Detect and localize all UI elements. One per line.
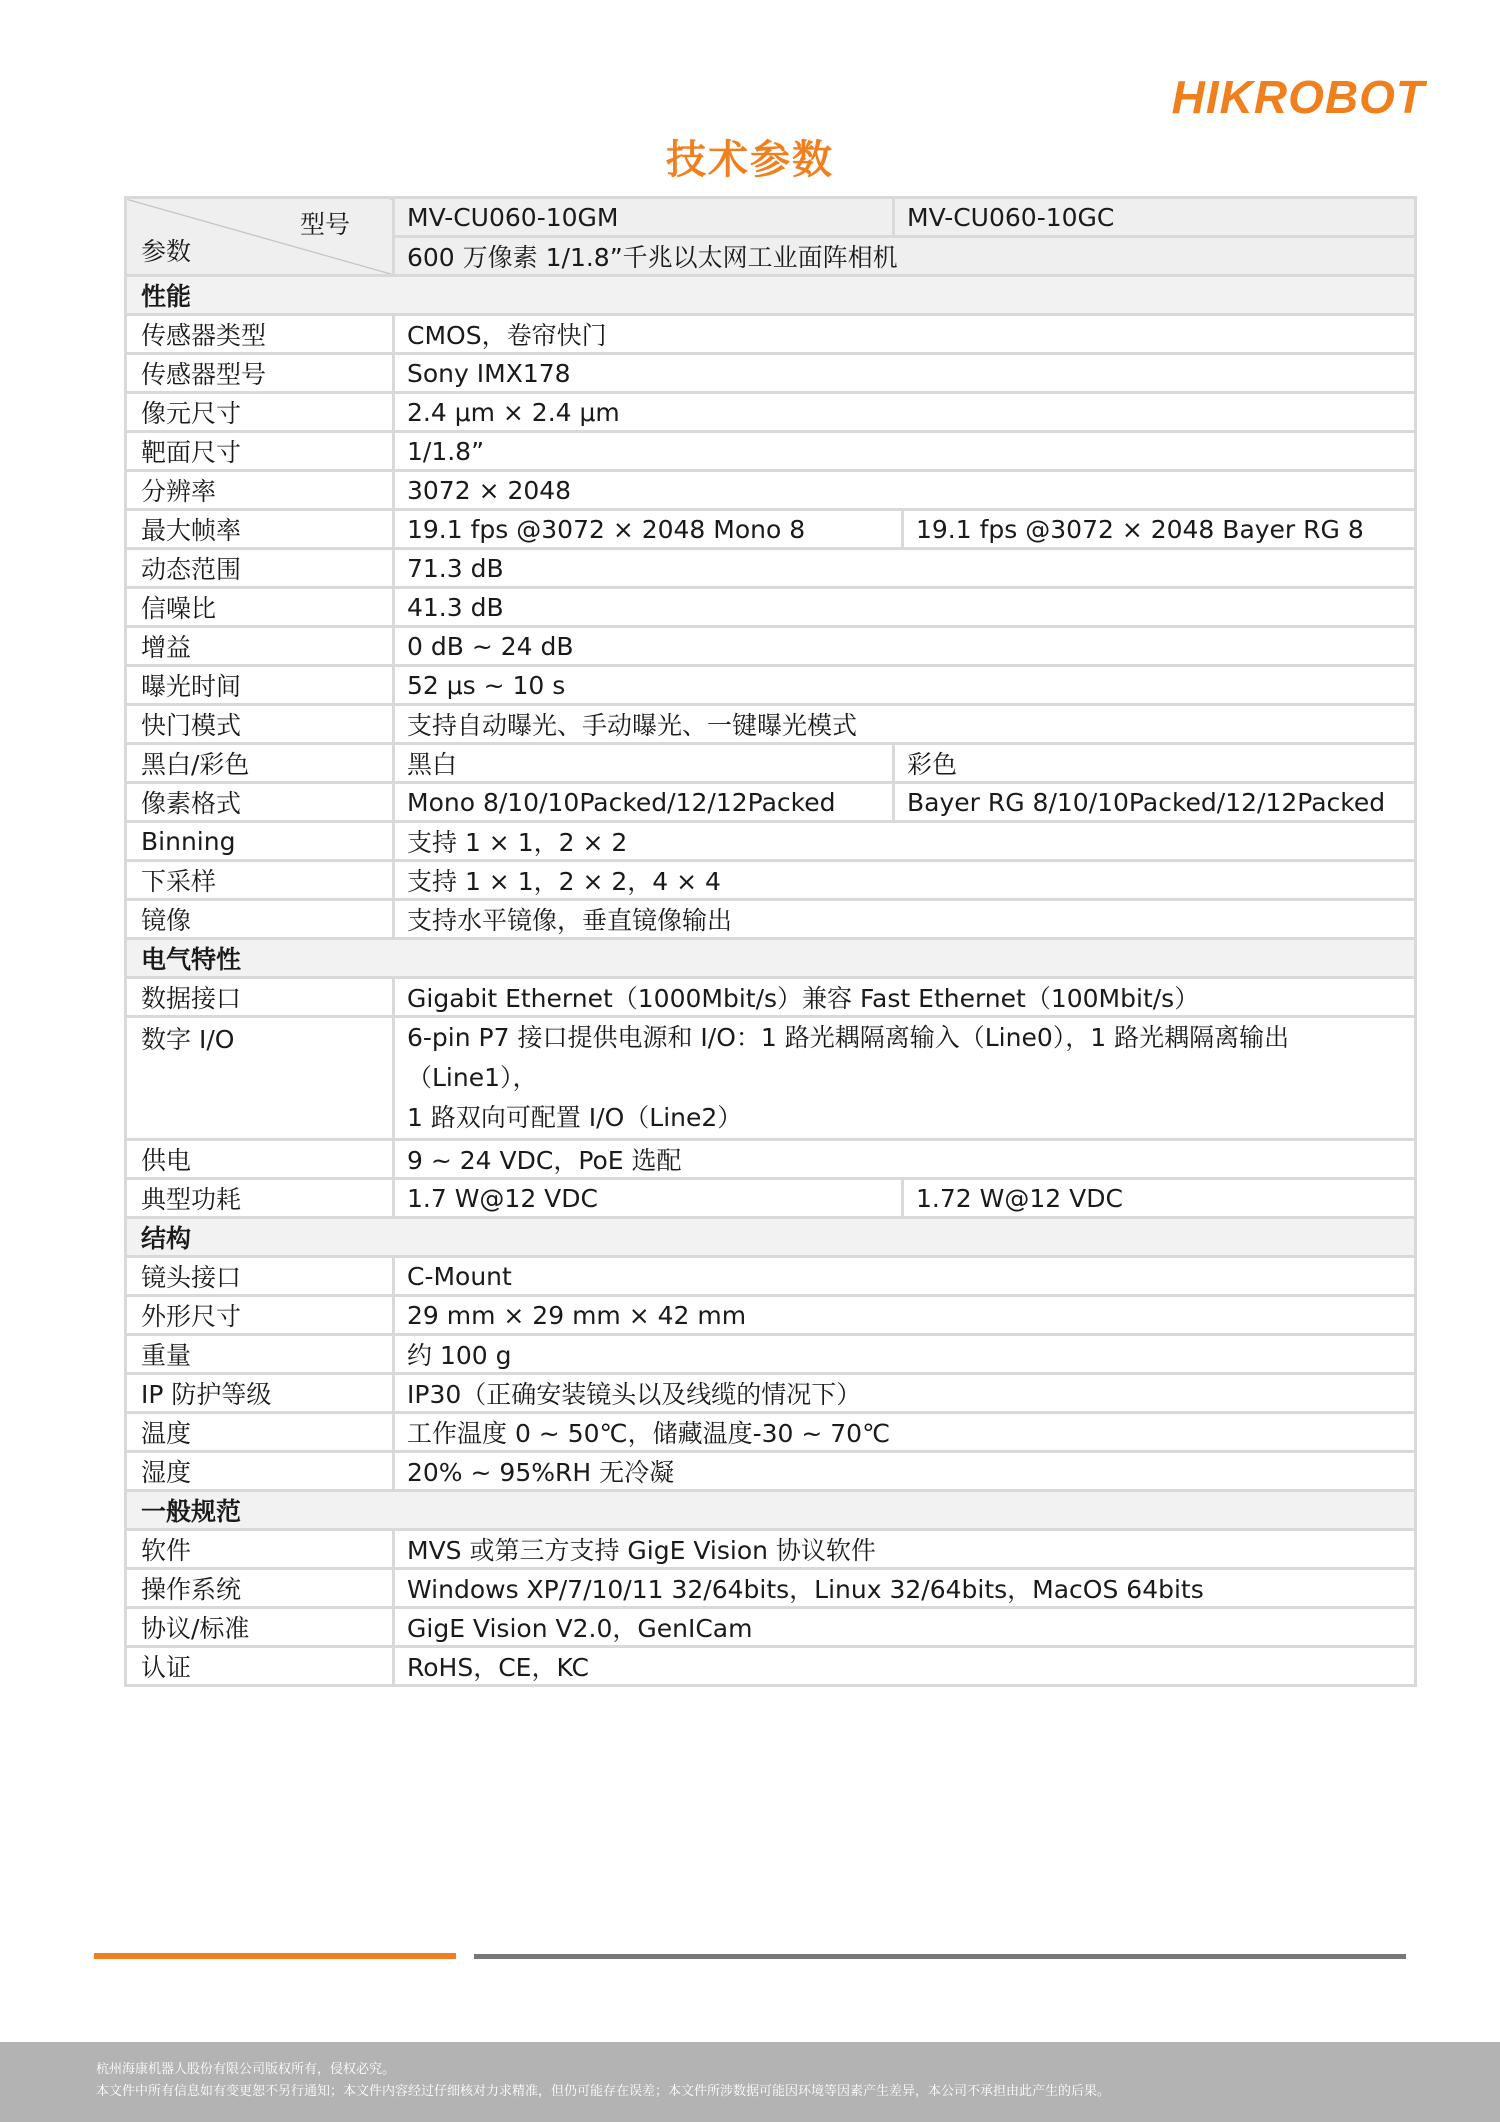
table-row — [126, 510, 1416, 549]
copyright-text: 杭州海康机器人股份有限公司版权所有，侵权必究。 — [96, 2062, 396, 2077]
row-value-mono: 19.1 fps @3072 × 2048 Mono 8 — [394, 510, 903, 549]
section-electrical — [126, 939, 1416, 978]
row-label: 分辨率 — [126, 471, 394, 510]
row-label: 镜像 — [126, 900, 394, 939]
row-value: 41.3 dB — [394, 588, 1416, 627]
table-row — [126, 432, 1416, 471]
table-row — [126, 1530, 1416, 1569]
row-value: 9 ~ 24 VDC，PoE 选配 — [394, 1140, 1416, 1179]
row-label: 传感器类型 — [126, 315, 394, 354]
row-value: 支持水平镜像，垂直镜像输出 — [394, 900, 1416, 939]
table-row — [126, 1335, 1416, 1374]
table-row — [126, 978, 1416, 1017]
table-row — [126, 1374, 1416, 1413]
row-value: 0 dB ~ 24 dB — [394, 627, 1416, 666]
header-corner-cell — [126, 198, 394, 276]
table-row — [126, 861, 1416, 900]
row-value: 52 μs ~ 10 s — [394, 666, 1416, 705]
row-value: 约 100 g — [394, 1335, 1416, 1374]
row-label: 下采样 — [126, 861, 394, 900]
table-row — [126, 549, 1416, 588]
row-value-color: 彩色 — [894, 744, 1416, 783]
row-value: C-Mount — [394, 1257, 1416, 1296]
digital-io-line2: 1 路双向可配置 I/O（Line2） — [407, 1103, 743, 1132]
row-value: 1/1.8” — [394, 432, 1416, 471]
row-value: 71.3 dB — [394, 549, 1416, 588]
table-row — [126, 1569, 1416, 1608]
row-value: 支持 1 × 1，2 × 2，4 × 4 — [394, 861, 1416, 900]
table-row — [126, 822, 1416, 861]
param-label: 参数 — [141, 237, 192, 266]
row-value: 2.4 μm × 2.4 μm — [394, 393, 1416, 432]
row-value: Windows XP/7/10/11 32/64bits，Linux 32/64bits，MacOS 64bits — [394, 1569, 1416, 1608]
row-value: CMOS，卷帘快门 — [394, 315, 1416, 354]
row-value: 20% ~ 95%RH 无冷凝 — [394, 1452, 1416, 1491]
table-row — [126, 1647, 1416, 1686]
row-value: MVS 或第三方支持 GigE Vision 协议软件 — [394, 1530, 1416, 1569]
table-row — [126, 1017, 1416, 1140]
row-value-color: 1.72 W@12 VDC — [903, 1179, 1416, 1218]
model-mono: MV-CU060-10GM — [394, 198, 894, 237]
model-color: MV-CU060-10GC — [894, 198, 1416, 237]
row-label: 典型功耗 — [126, 1179, 394, 1218]
table-row — [126, 1179, 1416, 1218]
row-value: 3072 × 2048 — [394, 471, 1416, 510]
row-label: 增益 — [126, 627, 394, 666]
model-label: 型号 — [299, 210, 350, 239]
row-label: 像素格式 — [126, 783, 394, 822]
section-title: 性能 — [126, 276, 1416, 315]
section-general — [126, 1491, 1416, 1530]
row-label: 信噪比 — [126, 588, 394, 627]
row-label: 传感器型号 — [126, 354, 394, 393]
row-value: IP30（正确安装镜头以及线缆的情况下） — [394, 1374, 1416, 1413]
table-row — [126, 315, 1416, 354]
table-row — [126, 1608, 1416, 1647]
row-value: GigE Vision V2.0，GenICam — [394, 1608, 1416, 1647]
row-label: 操作系统 — [126, 1569, 394, 1608]
table-row — [126, 1296, 1416, 1335]
table-row — [126, 354, 1416, 393]
row-value: 支持 1 × 1，2 × 2 — [394, 822, 1416, 861]
row-label: 数据接口 — [126, 978, 394, 1017]
table-row — [126, 198, 1416, 237]
table-row — [126, 393, 1416, 432]
product-description: 600 万像素 1/1.8”千兆以太网工业面阵相机 — [394, 237, 1416, 276]
row-label: 镜头接口 — [126, 1257, 394, 1296]
row-label: 黑白/彩色 — [126, 744, 394, 783]
table-row — [126, 1257, 1416, 1296]
row-value-mono: 1.7 W@12 VDC — [394, 1179, 903, 1218]
row-label: IP 防护等级 — [126, 1374, 394, 1413]
table-row — [126, 471, 1416, 510]
row-value-multiline — [394, 1017, 1416, 1140]
table-row — [126, 1413, 1416, 1452]
row-label: 湿度 — [126, 1452, 394, 1491]
spec-table — [124, 196, 1417, 1687]
row-label: 快门模式 — [126, 705, 394, 744]
section-title: 一般规范 — [126, 1491, 1416, 1530]
hikrobot-logo: HIKROBOT — [1171, 71, 1425, 123]
row-label: 温度 — [126, 1413, 394, 1452]
disclaimer-text: 本文件中所有信息如有变更恕不另行通知；本文件内容经过仔细核对力求精准，但仍可能存在误差；本文件所涉数据可能因环境等因素产生差异，本公司不承担由此产生的后果。 — [96, 2084, 1111, 2099]
page-footer — [0, 2042, 1500, 2122]
table-row — [126, 705, 1416, 744]
row-label: Binning — [126, 822, 394, 861]
row-value: 工作温度 0 ~ 50℃，储藏温度-30 ~ 70℃ — [394, 1413, 1416, 1452]
table-row — [126, 588, 1416, 627]
table-row — [126, 627, 1416, 666]
table-row — [126, 783, 1416, 822]
row-label: 曝光时间 — [126, 666, 394, 705]
row-value: RoHS，CE，KC — [394, 1647, 1416, 1686]
row-label: 认证 — [126, 1647, 394, 1686]
footer-divider-gray — [474, 1954, 1406, 1959]
footer-divider-orange — [94, 1953, 456, 1959]
row-value: Gigabit Ethernet（1000Mbit/s）兼容 Fast Ethernet（100Mbit/s） — [394, 978, 1416, 1017]
table-row — [126, 1140, 1416, 1179]
row-value-color: 19.1 fps @3072 × 2048 Bayer RG 8 — [903, 510, 1416, 549]
table-row — [126, 900, 1416, 939]
row-value: Sony IMX178 — [394, 354, 1416, 393]
row-label: 像元尺寸 — [126, 393, 394, 432]
row-label: 供电 — [126, 1140, 394, 1179]
section-title: 电气特性 — [126, 939, 1416, 978]
row-label: 数字 I/O — [126, 1017, 394, 1140]
row-label: 重量 — [126, 1335, 394, 1374]
page-title: 技术参数 — [666, 137, 834, 183]
row-value-mono: 黑白 — [394, 744, 894, 783]
row-value-color: Bayer RG 8/10/10Packed/12/12Packed — [894, 783, 1416, 822]
row-value-mono: Mono 8/10/10Packed/12/12Packed — [394, 783, 894, 822]
digital-io-line1: 6-pin P7 接口提供电源和 I/O：1 路光耦隔离输入（Line0），1 路光耦隔离输出（Line1）， — [407, 1023, 1290, 1092]
row-label: 软件 — [126, 1530, 394, 1569]
section-title: 结构 — [126, 1218, 1416, 1257]
row-label: 协议/标准 — [126, 1608, 394, 1647]
table-row — [126, 1452, 1416, 1491]
table-row — [126, 666, 1416, 705]
section-structure — [126, 1218, 1416, 1257]
row-label: 外形尺寸 — [126, 1296, 394, 1335]
row-label: 最大帧率 — [126, 510, 394, 549]
row-label: 靶面尺寸 — [126, 432, 394, 471]
row-label: 动态范围 — [126, 549, 394, 588]
row-value: 支持自动曝光、手动曝光、一键曝光模式 — [394, 705, 1416, 744]
table-row — [126, 744, 1416, 783]
row-value: 29 mm × 29 mm × 42 mm — [394, 1296, 1416, 1335]
section-performance — [126, 276, 1416, 315]
